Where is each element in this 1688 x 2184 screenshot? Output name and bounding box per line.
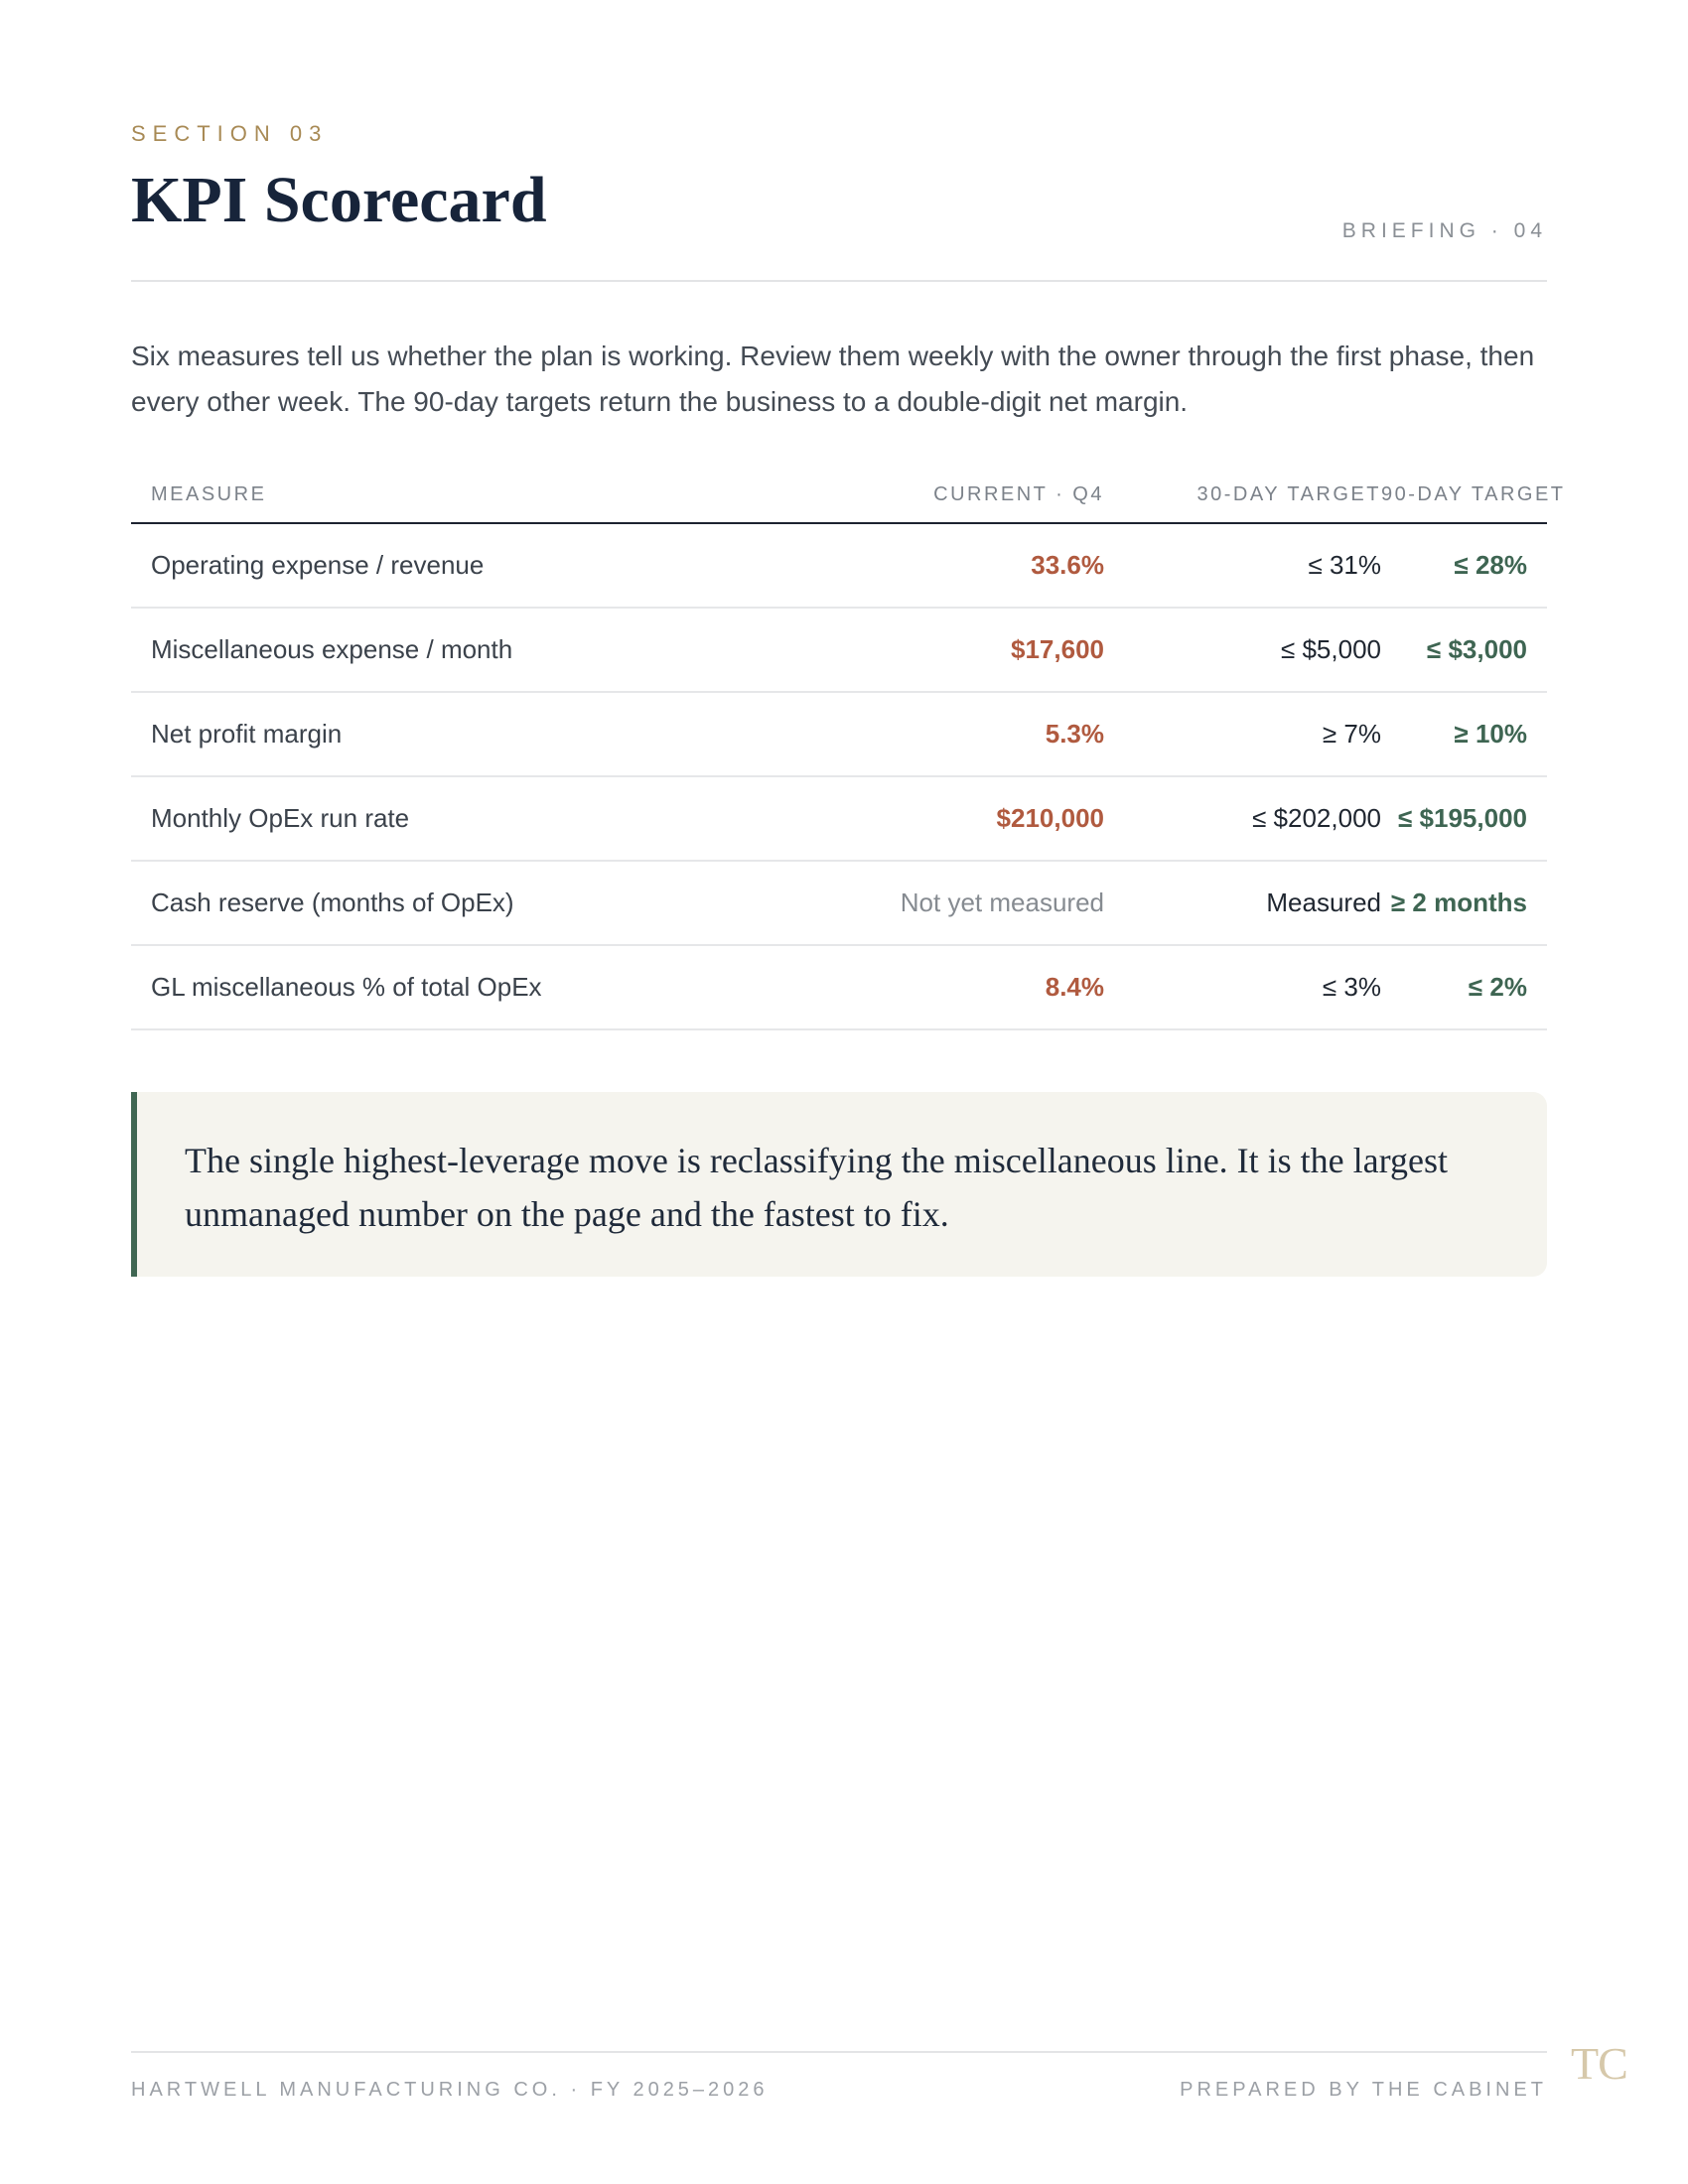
kpi-table <box>131 467 1566 1030</box>
footer-company: HARTWELL MANUFACTURING CO. · FY 2025–2026 <box>131 2079 769 2101</box>
column-header-90-day-target: 90-DAY TARGET <box>1381 482 1566 505</box>
callout-box <box>131 1092 1547 1277</box>
target-90-cell: ≥ 10% <box>1454 719 1527 749</box>
measure-cell: Cash reserve (months of OpEx) <box>151 887 514 917</box>
page <box>131 0 1566 2184</box>
table-header-row <box>131 467 1566 524</box>
table-row <box>131 862 1547 946</box>
column-header-current: CURRENT · Q4 <box>933 482 1104 505</box>
target-90-cell: ≤ 28% <box>1454 550 1527 580</box>
measure-cell: Operating expense / revenue <box>151 550 485 580</box>
target-30-cell: ≥ 7% <box>1322 719 1381 749</box>
footer-prepared-by: PREPARED BY THE CABINET <box>1180 2079 1547 2101</box>
footer-divider <box>131 2051 1547 2053</box>
target-90-cell: ≤ $3,000 <box>1426 634 1527 664</box>
column-header-measure: MEASURE <box>151 482 267 505</box>
current-value-cell: Not yet measured <box>900 887 1104 917</box>
current-value-cell: 33.6% <box>1031 550 1104 580</box>
section-eyebrow: SECTION 03 <box>131 121 329 146</box>
target-30-cell: Measured <box>1266 887 1381 917</box>
target-30-cell: ≤ $202,000 <box>1252 803 1381 833</box>
table-row <box>131 946 1547 1030</box>
measure-cell: Monthly OpEx run rate <box>151 803 410 833</box>
column-header-30-day-target: 30-DAY TARGET <box>1196 482 1381 505</box>
table-row <box>131 693 1547 777</box>
target-90-cell: ≤ 2% <box>1468 972 1527 1002</box>
target-30-cell: ≤ $5,000 <box>1280 634 1381 664</box>
current-value-cell: $210,000 <box>996 803 1104 833</box>
tc-logo-mark: TC <box>1571 2038 1627 2089</box>
page-title: KPI Scorecard <box>131 164 547 236</box>
briefing-label: BRIEFING · 04 <box>1341 219 1547 242</box>
current-value-cell: $17,600 <box>1011 634 1104 664</box>
measure-cell: GL miscellaneous % of total OpEx <box>151 972 542 1002</box>
target-30-cell: ≤ 31% <box>1308 550 1381 580</box>
current-value-cell: 5.3% <box>1045 719 1104 749</box>
measure-cell: Net profit margin <box>151 719 343 749</box>
table-row <box>131 777 1547 862</box>
table-row <box>131 524 1547 609</box>
callout-text: The single highest-leverage move is reclassifying the miscellaneous line. It is the largest unmanaged number on the page and the fastest to fix. <box>185 1141 1448 1234</box>
target-90-cell: ≥ 2 months <box>1390 887 1527 917</box>
target-30-cell: ≤ 3% <box>1322 972 1381 1002</box>
intro-paragraph: Six measures tell us whether the plan is working. Review them weekly with the owner through the first phase, then every other week. The 90-day targets return the business to a double-digit net margin. <box>131 341 1535 417</box>
current-value-cell: 8.4% <box>1045 972 1104 1002</box>
target-90-cell: ≤ $195,000 <box>1398 803 1527 833</box>
measure-cell: Miscellaneous expense / month <box>151 634 513 664</box>
table-row <box>131 609 1547 693</box>
header-divider <box>131 280 1547 282</box>
